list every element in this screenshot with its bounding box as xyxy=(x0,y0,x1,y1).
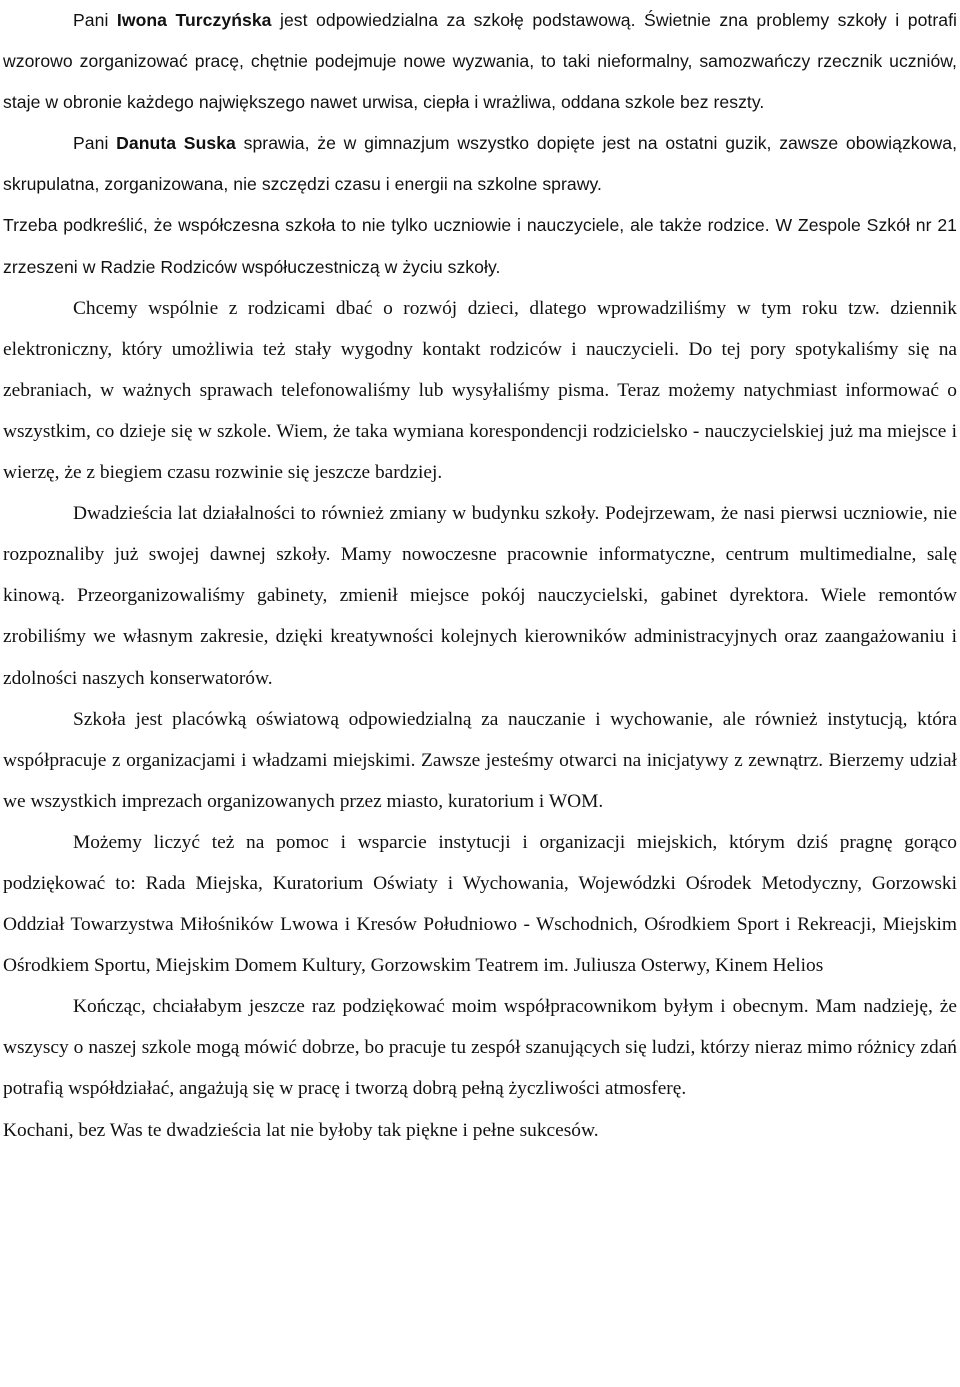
paragraph-building-changes: Dwadzieścia lat działalności to również zmiany w budynku szkoły. Podejrzewam, że nasi pierwsi uczniowie, nie rozpoznaliby już swojej dawnej szkoły. Mamy nowoczesne pracownie informatyczne, centrum multimedialne, salę kinową. Przeorganizowaliśmy gabinety, zmienił miejsce pokój nauczycielski, gabinet dyrektora. Wiele remontów zrobiliśmy we własnym zakresie, dzięki kreatywności kolejnych kierowników administracyjnych oraz zaangażowaniu i zdolności naszych konserwatorów. xyxy=(3,503,957,689)
paragraph-cooperation: Szkoła jest placówką oświatową odpowiedzialną za nauczanie i wychowanie, ale również instytucją, która współpracuje z organizacjami i władzami miejskimi. Zawsze jesteśmy otwarci na inicjatywy z zewnątrz. Bierzemy udział we wszystkich imprezach organizowanych przez miasto, kuratorium i WOM. xyxy=(3,708,957,812)
paragraph-text: jest odpowiedzialna za szkołę podstawową. Świetnie zna problemy szkoły i potrafi wzorowo zorganizować pracę, chętnie podejmuje nowe wyzwania, to taki nieformalny, samozwańczy rzecznik uczniów, staje w obronie każdego największego nawet urwisa, ciepła i wrażliwa, oddana szkole bez reszty. xyxy=(3,10,957,113)
paragraph-lead: Pani xyxy=(73,10,117,30)
document-body xyxy=(3,0,957,1151)
paragraph-text: sprawia, że w gimnazjum wszystko dopięte jest na ostatni guzik, zawsze obowiązkowa, skrupulatna, zorganizowana, nie szczędzi czasu i energii na szkolne sprawy. xyxy=(3,133,958,195)
person-name: Danuta Suska xyxy=(116,133,236,154)
paragraph-lead: Pani xyxy=(73,133,117,154)
paragraph-iwona-turczynska xyxy=(3,0,957,123)
paragraph-parents: Trzeba podkreślić, że współczesna szkoła to nie tylko uczniowie i nauczyciele, ale także rodzice. W Zespole Szkół nr 21 zrzeszeni w Radzie Rodziców współuczestniczą w życiu szkoły. xyxy=(3,215,957,277)
paragraph-electronic-diary: Chcemy wspólnie z rodzicami dbać o rozwój dzieci, dlatego wprowadziliśmy w tym roku tzw. dziennik elektroniczny, który umożliwia też stały wygodny kontakt rodziców i nauczycieli. Do tej pory spotykaliśmy się na zebraniach, w ważnych sprawach telefonowaliśmy lub wysyłaliśmy pisma. Teraz możemy natychmiast informować o wszystkim, co dzieje się w szkole. Wiem, że taka wymiana korespondencji rodzicielsko - nauczycielskiej już ma miejsce i wierzę, że z biegiem czasu rozwinie się jeszcze bardziej. xyxy=(3,297,957,484)
person-name: Iwona Turczyńska xyxy=(116,10,272,30)
paragraph-closing: Kochani, bez Was te dwadzieścia lat nie byłoby tak piękne i pełne sukcesów. xyxy=(3,1119,599,1141)
paragraph-thanks-coworkers: Kończąc, chciałabym jeszcze raz podziękować moim współpracownikom byłym i obecnym. Mam nadzieję, że wszyscy o naszej szkole mogą mówić dobrze, bo pracuje tu zespół szanujących się ludzi, którzy nieraz mimo różnicy zdań potrafią współdziałać, angażują się w pracę i tworzą dobrą pełną życzliwości atmosferę. xyxy=(3,996,957,1100)
paragraph-thanks-institutions: Możemy liczyć też na pomoc i wsparcie instytucji i organizacji miejskich, którym dziś pragnę gorąco podziękować to: Rada Miejska, Kuratorium Oświaty i Wychowania, Wojewódzki Ośrodek Metodyczny, Gorzowski Oddział Towarzystwa Miłośników Lwowa i Kresów Południowo - Wschodnich, Ośrodkiem Sport i Rekreacji, Miejskim Ośrodkiem Sportu, Miejskim Domem Kultury, Gorzowskim Teatrem im. Juliusza Osterwy, Kinem Helios xyxy=(3,831,957,977)
paragraph-danuta-suska xyxy=(3,123,957,205)
